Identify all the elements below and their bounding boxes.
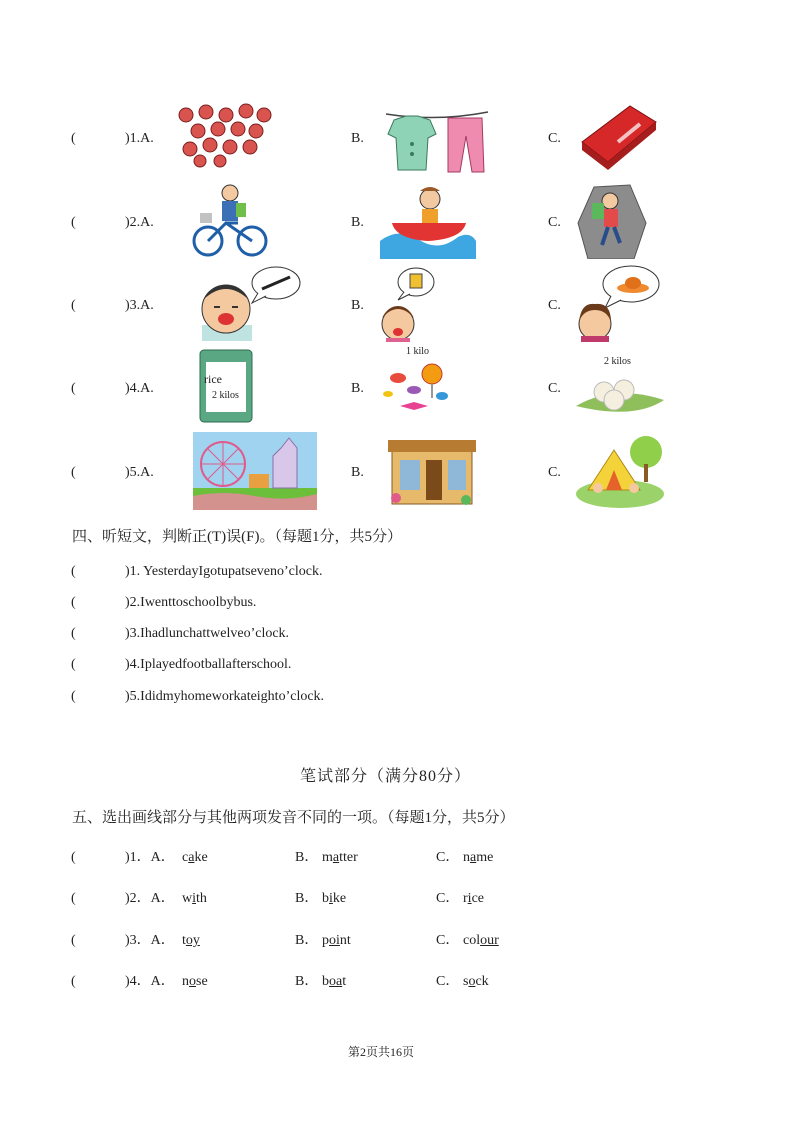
section-4-title: 四、听短文，判断正(T)误(F)。（每题1分，共5分）	[72, 529, 402, 545]
section-5-title: 五、选出画线部分与其他两项发音不同的一项。（每题1分，共5分）	[72, 810, 515, 826]
answer-paren[interactable]: (	[71, 657, 76, 672]
answer-paren[interactable]: (	[71, 465, 76, 480]
answer-paren[interactable]: (	[71, 891, 76, 906]
clothes-image	[384, 106, 490, 176]
statement-1: )1. YesterdayIgotupatseveno’clock.	[125, 564, 323, 579]
amusement-park-image	[193, 432, 317, 510]
answer-paren[interactable]: (	[71, 850, 76, 865]
question-number: )4.A.	[125, 381, 154, 396]
question-number: )3.A.	[125, 298, 154, 313]
rice-weight-label: 2 kilos	[212, 390, 239, 401]
option-a-word: cake	[182, 850, 208, 865]
question-number: )1.A.	[125, 131, 154, 146]
answer-paren[interactable]: (	[71, 689, 76, 704]
question-number: )5.A.	[125, 465, 154, 480]
option-b-label: B.	[351, 215, 364, 230]
answer-paren[interactable]: (	[71, 595, 76, 610]
question-number: )2.A.	[125, 215, 154, 230]
question-number: )2．A．	[125, 891, 175, 906]
option-b-label: B．	[295, 974, 319, 989]
option-b-label: B．	[295, 850, 319, 865]
rice-label: rice	[204, 372, 222, 386]
option-c-label: C.	[548, 465, 561, 480]
option-c-word: sock	[463, 974, 489, 989]
option-b-label: B.	[351, 298, 364, 313]
page-number: 第2页共16页	[348, 1045, 415, 1059]
question-number: )3．A．	[125, 933, 175, 948]
option-a-word: nose	[182, 974, 208, 989]
boy-climbing-image	[574, 183, 648, 259]
option-c-label: C.	[548, 381, 561, 396]
option-b-label: B.	[351, 381, 364, 396]
option-c-label: C.	[548, 131, 561, 146]
statement-4: )4.Iplayedfootballafterschool.	[125, 657, 292, 672]
answer-paren[interactable]: (	[71, 131, 76, 146]
option-b-label: B.	[351, 465, 364, 480]
balls-image	[176, 103, 276, 169]
option-b-word: boat	[322, 974, 347, 989]
dumplings-image	[574, 356, 666, 414]
boy-cycling-image	[192, 183, 270, 259]
candy-image	[378, 346, 456, 424]
option-b-label: B.	[351, 131, 364, 146]
answer-paren[interactable]: (	[71, 215, 76, 230]
answer-paren[interactable]: (	[71, 626, 76, 641]
girl-hat-image	[577, 264, 661, 342]
answer-paren[interactable]: (	[71, 933, 76, 948]
option-b-label: B．	[295, 933, 319, 948]
rice-bag-image	[196, 348, 256, 424]
bookstore-image	[386, 432, 478, 508]
option-b-word: point	[322, 933, 351, 948]
dumpling-weight-label: 2 kilos	[604, 356, 631, 367]
option-b-word: matter	[322, 850, 358, 865]
answer-paren[interactable]: (	[71, 564, 76, 579]
statement-3: )3.Ihadlunchattwelveo’clock.	[125, 626, 290, 641]
answer-paren[interactable]: (	[71, 974, 76, 989]
candy-weight-label: 1 kilo	[406, 346, 430, 357]
option-a-word: with	[182, 891, 207, 906]
statement-2: )2.Iwenttoschoolbybus.	[125, 595, 257, 610]
option-b-word: bike	[322, 891, 347, 906]
answer-paren[interactable]: (	[71, 381, 76, 396]
option-c-word: colour	[463, 933, 499, 948]
written-part-title: 笔试部分（满分80分）	[300, 768, 472, 785]
option-c-label: C.	[548, 215, 561, 230]
option-c-word: name	[463, 850, 494, 865]
statement-5: )5.Ididmyhomeworkateighto’clock.	[125, 689, 325, 704]
option-c-label: C．	[436, 933, 460, 948]
pencil-box-image	[578, 102, 658, 170]
question-number: )4．A．	[125, 974, 175, 989]
option-a-word: toy	[182, 933, 200, 948]
question-number: )1．A．	[125, 850, 175, 865]
answer-paren[interactable]: (	[71, 298, 76, 313]
camping-image	[574, 434, 666, 508]
option-c-label: C.	[548, 298, 561, 313]
option-c-label: C．	[436, 974, 460, 989]
boy-rafting-image	[378, 183, 478, 259]
option-c-label: C．	[436, 891, 460, 906]
crying-boy-pen-image	[196, 265, 302, 341]
option-b-label: B．	[295, 891, 319, 906]
option-c-word: rice	[463, 891, 484, 906]
crying-girl-bag-image	[378, 266, 438, 342]
option-c-label: C．	[436, 850, 460, 865]
